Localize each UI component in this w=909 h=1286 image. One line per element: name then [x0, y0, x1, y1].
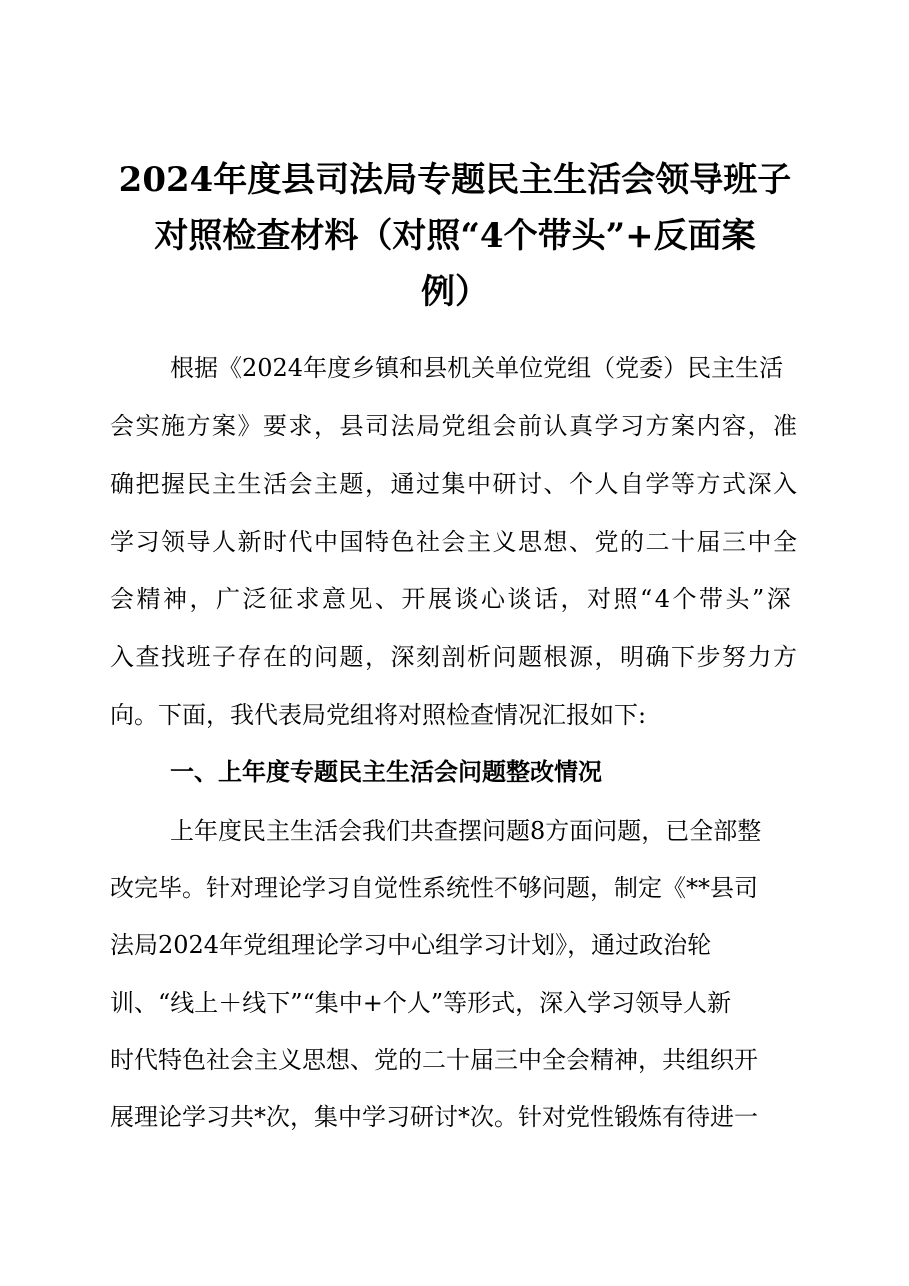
- section-heading: 一、上年度专题民主生活会问题整改情况: [170, 758, 602, 786]
- title-line: 对照检查材料（对照“4个带头”+反面案: [154, 216, 756, 256]
- section-line: 改完毕。针对理论学习自觉性系统性不够问题，制定《**县司: [110, 874, 758, 902]
- intro-line: 根据《2024年度乡镇和县机关单位党组（党委）民主生活: [170, 354, 784, 382]
- section-line: 时代特色社会主义思想、党的二十届三中全会精神，共组织开: [110, 1046, 758, 1074]
- intro-line: 向。下面，我代表局党组将对照检查情况汇报如下:: [110, 701, 647, 729]
- title-line: 2024年度县司法局专题民主生活会领导班子: [118, 160, 792, 200]
- intro-line: 确把握民主生活会主题，通过集中研讨、个人自学等方式深入: [110, 470, 799, 498]
- intro-line: 入查找班子存在的问题，深刻剖析问题根源，明确下步努力方: [110, 643, 799, 671]
- intro-line: 会精神，广泛征求意见、开展谈心谈话，对照“4个带头”深: [110, 585, 794, 613]
- section-line: 法局2024年党组理论学习中心组学习计划》，通过政治轮: [110, 931, 712, 959]
- section-line: 展理论学习共*次，集中学习研讨*次。针对党性锻炼有待进一: [110, 1103, 758, 1131]
- intro-line: 学习领导人新时代中国特色社会主义思想、党的二十届三中全: [110, 528, 799, 556]
- document-title: [110, 152, 800, 320]
- intro-line: 会实施方案》要求，县司法局党组会前认真学习方案内容，准: [110, 412, 799, 440]
- title-line: 例）: [421, 272, 489, 312]
- section-line: 上年度民主生活会我们共查摆问题8方面问题，已全部整: [170, 817, 762, 845]
- section-line: 训、“线上＋线下”“集中+个人”等形式，深入学习领导人新: [110, 989, 732, 1017]
